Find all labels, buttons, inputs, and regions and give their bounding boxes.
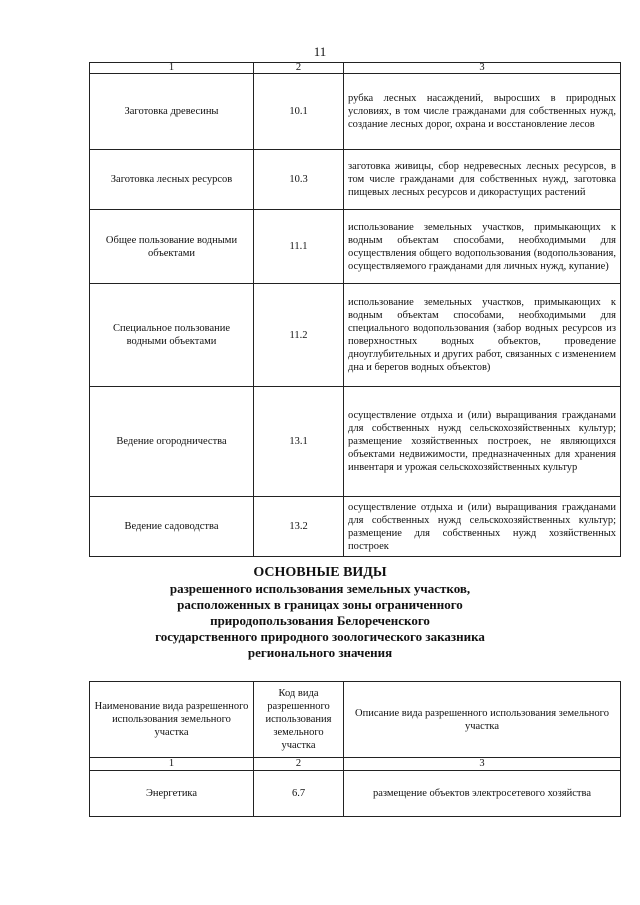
use-code: 6.7 [254, 771, 344, 817]
section-subtitle-line: регионального значения [247, 645, 393, 660]
section-subtitle-line: государственного природного зоологического заказника [155, 629, 485, 644]
use-name: Заготовка древесины [90, 74, 254, 150]
column-number: 1 [90, 63, 254, 74]
column-number-row [90, 758, 621, 771]
use-name: Специальное пользование водными объектами [90, 284, 254, 387]
section-title: ОСНОВНЫЕ ВИДЫ [253, 565, 387, 580]
section-subtitle-line: разрешенного использования земельных участков, [169, 581, 471, 596]
use-code: 10.3 [254, 150, 344, 210]
table-row [90, 210, 621, 284]
use-name: Энергетика [90, 771, 254, 817]
use-name: Ведение огородничества [90, 387, 254, 497]
page-number: 11 [313, 44, 327, 59]
column-header: Код вида разрешенного использования земельного участка [254, 682, 344, 758]
table-row [90, 74, 621, 150]
column-header: Наименование вида разрешенного использования земельного участка [90, 682, 254, 758]
table-row [90, 771, 621, 817]
column-number: 2 [254, 758, 344, 771]
column-number: 2 [254, 63, 344, 74]
use-code: 13.1 [254, 387, 344, 497]
use-description: заготовка живицы, сбор недревесных лесных ресурсов, в том числе гражданами для собственных нужд, заготовка пищевых лесных ресурсов и дикорастущих растений [344, 150, 621, 210]
column-number-row [90, 63, 621, 74]
table-row [90, 284, 621, 387]
column-header-row [90, 682, 621, 758]
use-name: Ведение садоводства [90, 497, 254, 557]
land-use-table-continued [89, 62, 621, 557]
use-description: осуществление отдыха и (или) выращивания гражданами для собственных нужд сельскохозяйственных культур; размещение для собственных нужд хозяйственных построек [344, 497, 621, 557]
use-code: 11.2 [254, 284, 344, 387]
table-row [90, 150, 621, 210]
section-subtitle-line: природопользования Белореченского [210, 613, 430, 628]
section-heading [0, 565, 640, 661]
column-number: 3 [344, 758, 621, 771]
table-row [90, 387, 621, 497]
main-land-use-table [89, 681, 621, 817]
column-number: 3 [344, 63, 621, 74]
use-name: Общее пользование водными объектами [90, 210, 254, 284]
use-code: 13.2 [254, 497, 344, 557]
use-description: размещение объектов электросетевого хозяйства [344, 771, 621, 817]
column-header: Описание вида разрешенного использования земельного участка [344, 682, 621, 758]
column-number: 1 [90, 758, 254, 771]
use-code: 10.1 [254, 74, 344, 150]
use-name: Заготовка лесных ресурсов [90, 150, 254, 210]
section-subtitle-line: расположенных в границах зоны ограниченного [177, 597, 463, 612]
use-code: 11.1 [254, 210, 344, 284]
use-description: использование земельных участков, примыкающих к водным объектам способами, необходимыми для специального водопользования (забор водных ресурсов из поверхностных водных объектов, проведение дноуглубительных и других работ, связанных с изменением дна и берегов водных объектов) [344, 284, 621, 387]
use-description: использование земельных участков, примыкающих к водным объектам способами, необходимыми для осуществления общего водопользования (водопользования, осуществляемого гражданами для личных нужд, купание) [344, 210, 621, 284]
table-row [90, 497, 621, 557]
use-description: рубка лесных насаждений, выросших в природных условиях, в том числе гражданами для собственных нужд, создание лесных дорог, охрана и восстановление лесов [344, 74, 621, 150]
use-description: осуществление отдыха и (или) выращивания гражданами для собственных нужд сельскохозяйственных культур; размещение хозяйственных построек, не являющихся объектами недвижимости, предназначенных для хранения инвентаря и урожая сельскохозяйственных культур [344, 387, 621, 497]
